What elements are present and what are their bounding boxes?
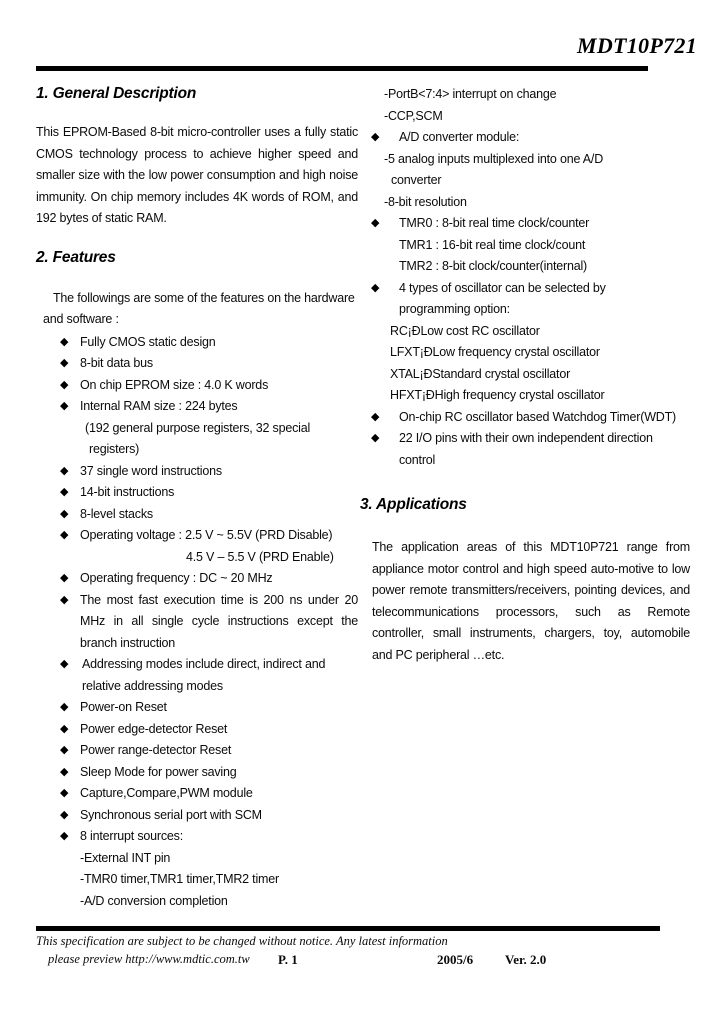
feature-line <box>36 654 358 676</box>
feature-line-text: TMR0 : 8-bit real time clock/counter <box>399 216 590 230</box>
feature-line-text: Power edge-detector Reset <box>80 721 228 736</box>
feature-line <box>36 396 358 418</box>
footer-divider <box>36 926 660 931</box>
paragraph-line-text: controller, small instruments, chargers, toy, automobile <box>372 626 690 640</box>
intro-line-text: The followings are some of the features on the hardware <box>53 290 355 305</box>
paragraph-line <box>372 645 690 667</box>
feature-line <box>36 633 358 655</box>
diamond-bullet-icon: ◆ <box>60 378 69 391</box>
feature-line-text: -5 analog inputs multiplexed into one A/D <box>384 151 604 166</box>
feature-line <box>360 213 690 235</box>
feature-line-text: -8-bit resolution <box>384 194 467 209</box>
section-heading-applications: 3. Applications <box>360 496 467 513</box>
header-divider <box>36 66 648 71</box>
diamond-bullet-icon: ◆ <box>371 410 380 423</box>
paragraph-line <box>36 187 358 209</box>
feature-line <box>360 364 690 386</box>
feature-line-text: TMR2 : 8-bit clock/counter(internal) <box>399 259 588 273</box>
footer-version: Ver. 2.0 <box>505 951 547 967</box>
diamond-bullet-icon: ◆ <box>60 507 69 520</box>
feature-line-text: HFXT¡ÐHigh frequency crystal oscillator <box>390 388 605 402</box>
feature-line <box>360 407 690 429</box>
feature-line <box>36 332 358 354</box>
feature-line <box>360 192 690 214</box>
right-column <box>360 78 690 666</box>
feature-line-text: Internal RAM size : 224 bytes <box>80 399 238 413</box>
feature-line <box>36 676 358 698</box>
feature-line-text: -A/D conversion completion <box>80 893 228 908</box>
feature-line-text: 4.5 V – 5.5 V (PRD Enable) <box>186 549 334 564</box>
diamond-bullet-icon: ◆ <box>371 217 380 229</box>
intro-line-text: and software : <box>43 312 119 326</box>
footer-date: 2005/6 <box>437 951 474 967</box>
feature-line-text: 8-level stacks <box>80 506 153 521</box>
diamond-bullet-icon: ◆ <box>60 464 69 477</box>
feature-line-text: Fully CMOS static design <box>80 334 216 349</box>
feature-line <box>360 235 690 257</box>
diamond-bullet-icon: ◆ <box>60 572 69 584</box>
feature-line-text: registers) <box>89 442 140 456</box>
feature-line <box>36 826 358 848</box>
paragraph-line-text: and PC peripheral …etc. <box>372 647 505 662</box>
feature-line <box>360 256 690 278</box>
feature-line <box>36 783 358 805</box>
applications-paragraph <box>360 537 690 666</box>
features-list-right <box>360 84 690 471</box>
left-column <box>36 78 358 912</box>
diamond-bullet-icon: ◆ <box>60 529 69 541</box>
paragraph-line-text: appliance motor control and high speed auto-motive to low <box>372 561 690 576</box>
paragraph-line <box>36 208 358 230</box>
feature-line <box>36 504 358 526</box>
diamond-bullet-icon: ◆ <box>371 281 380 294</box>
feature-line-text: On-chip RC oscillator based Watchdog Timer(WDT) <box>399 409 677 424</box>
diamond-bullet-icon: ◆ <box>60 701 69 713</box>
feature-line <box>36 891 358 913</box>
general-description-paragraph <box>36 122 358 230</box>
paragraph-line <box>36 122 358 144</box>
feature-line-text: Operating voltage : 2.5 V ~ 5.5V (PRD Disable) <box>80 528 333 542</box>
feature-line <box>36 719 358 741</box>
diamond-bullet-icon: ◆ <box>371 432 380 444</box>
feature-line <box>36 805 358 827</box>
features-list-left <box>36 332 358 913</box>
feature-line-text: Power-on Reset <box>80 700 167 714</box>
paragraph-line-text: power remote transmitters/receivers, pointing devices, and <box>372 583 690 597</box>
feature-line-text: MHz in all single cycle instructions except the <box>80 614 358 628</box>
feature-line <box>360 321 690 343</box>
feature-line <box>36 353 358 375</box>
feature-line <box>36 568 358 590</box>
paragraph-line <box>36 165 358 187</box>
feature-line <box>36 375 358 397</box>
feature-line <box>360 342 690 364</box>
diamond-bullet-icon: ◆ <box>60 808 69 821</box>
feature-line <box>36 611 358 633</box>
feature-line-text: RC¡ÐLow cost RC oscillator <box>390 323 540 338</box>
feature-line-text: converter <box>391 173 442 187</box>
feature-line-text: branch instruction <box>80 635 176 650</box>
feature-line-text: control <box>399 452 436 467</box>
paragraph-line-text: telecommunications processors, such as Remote <box>372 604 690 619</box>
feature-line-text: LFXT¡ÐLow frequency crystal oscillator <box>390 345 600 359</box>
feature-line <box>36 439 358 461</box>
paragraph-line-text: smaller size with the low power consumption and high noise <box>36 168 358 182</box>
feature-line <box>36 740 358 762</box>
paragraph-line <box>372 537 690 559</box>
feature-line <box>360 127 690 149</box>
feature-line-text: A/D converter module: <box>399 130 520 144</box>
feature-line-text: On chip EPROM size : 4.0 K words <box>80 377 269 392</box>
diamond-bullet-icon: ◆ <box>60 722 69 735</box>
feature-line-text: Sleep Mode for power saving <box>80 764 237 779</box>
paragraph-line-text: CMOS technology process to achieve higher speed and <box>36 146 358 161</box>
feature-line <box>36 869 358 891</box>
diamond-bullet-icon: ◆ <box>60 400 69 412</box>
diamond-bullet-icon: ◆ <box>60 658 69 670</box>
footer-page-number: P. 1 <box>278 951 298 967</box>
feature-line-text: 8 interrupt sources: <box>80 829 183 843</box>
section-heading-general-description: 1. General Description <box>36 85 197 102</box>
paragraph-line <box>372 623 690 645</box>
diamond-bullet-icon: ◆ <box>60 357 69 369</box>
footer-notice-line1: This specification are subject to be changed without notice. Any latest information <box>36 934 448 948</box>
feature-line <box>36 482 358 504</box>
feature-line <box>360 428 690 450</box>
feature-line-text: Operating frequency : DC ~ 20 MHz <box>80 571 273 585</box>
feature-line-text: programming option: <box>399 302 510 316</box>
section-heading-features: 2. Features <box>36 248 116 266</box>
diamond-bullet-icon: ◆ <box>60 830 69 842</box>
feature-line <box>36 697 358 719</box>
feature-line-text: (192 general purpose registers, 32 special <box>85 420 311 435</box>
intro-line <box>36 288 358 310</box>
diamond-bullet-icon: ◆ <box>60 335 69 348</box>
feature-line-text: 4 types of oscillator can be selected by <box>399 280 606 295</box>
features-intro <box>36 288 358 331</box>
feature-line-text: 37 single word instructions <box>80 463 222 478</box>
paragraph-line <box>372 602 690 624</box>
feature-line-text: Synchronous serial port with SCM <box>80 807 262 822</box>
page-title: MDT10P721 <box>576 33 697 58</box>
feature-line-text: -CCP,SCM <box>384 108 443 123</box>
diamond-bullet-icon: ◆ <box>60 486 69 498</box>
feature-line <box>360 170 690 192</box>
feature-line-text: 22 I/O pins with their own independent direction <box>399 431 653 445</box>
footer <box>36 933 684 969</box>
feature-line-text: -External INT pin <box>80 850 171 865</box>
feature-line <box>360 278 690 300</box>
feature-line <box>36 590 358 612</box>
diamond-bullet-icon: ◆ <box>60 787 69 799</box>
feature-line <box>360 385 690 407</box>
feature-line-text: Power range-detector Reset <box>80 743 232 757</box>
feature-line-text: TMR1 : 16-bit real time clock/count <box>399 237 586 252</box>
feature-line-text: -TMR0 timer,TMR1 timer,TMR2 timer <box>80 872 279 886</box>
paragraph-line-text: immunity. On chip memory includes 4K words of ROM, and <box>36 189 358 204</box>
feature-line-text: Addressing modes include direct, indirect and <box>82 657 326 671</box>
paragraph-line <box>36 144 358 166</box>
paragraph-line <box>372 580 690 602</box>
footer-notice-line2 <box>36 951 684 969</box>
feature-line-text: The most fast execution time is 200 ns under 20 <box>80 592 358 607</box>
feature-line <box>360 450 690 472</box>
diamond-bullet-icon: ◆ <box>60 593 69 606</box>
feature-line <box>36 418 358 440</box>
feature-line-text: relative addressing modes <box>82 678 223 693</box>
feature-line-text: 14-bit instructions <box>80 485 175 499</box>
paragraph-line-text: This EPROM-Based 8-bit micro-controller uses a fully static <box>36 125 358 139</box>
feature-line <box>36 525 358 547</box>
feature-line <box>360 106 690 128</box>
feature-line-text: 8-bit data bus <box>80 356 153 370</box>
paragraph-line-text: The application areas of this MDT10P721 range from <box>372 540 690 554</box>
diamond-bullet-icon: ◆ <box>371 131 380 143</box>
feature-line-text: Capture,Compare,PWM module <box>80 786 253 800</box>
paragraph-line-text: 192 bytes of static RAM. <box>36 211 167 225</box>
footer-website-text: please preview http://www.mdtic.com.tw <box>48 951 250 966</box>
diamond-bullet-icon: ◆ <box>60 765 69 778</box>
feature-line <box>36 547 358 569</box>
paragraph-line <box>372 559 690 581</box>
feature-line-text: -PortB<7:4> interrupt on change <box>384 87 557 101</box>
intro-line <box>36 309 358 331</box>
feature-line <box>360 149 690 171</box>
feature-line <box>360 84 690 106</box>
feature-line-text: XTAL¡ÐStandard crystal oscillator <box>390 366 571 381</box>
feature-line <box>36 848 358 870</box>
feature-line <box>36 461 358 483</box>
feature-line <box>36 762 358 784</box>
feature-line <box>360 299 690 321</box>
diamond-bullet-icon: ◆ <box>60 744 69 756</box>
